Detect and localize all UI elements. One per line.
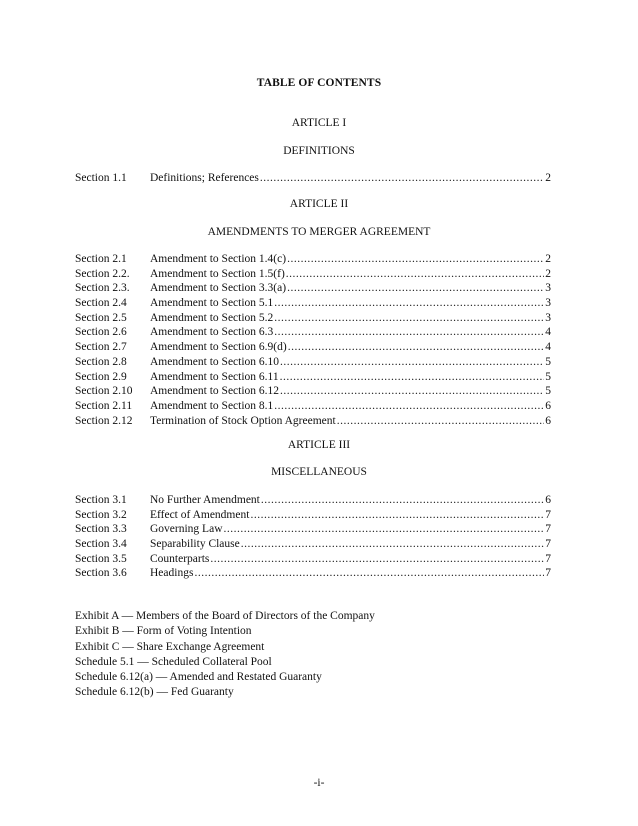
section-number: Section 2.5	[75, 311, 127, 324]
exhibits-list	[75, 609, 375, 701]
dot-leader	[260, 171, 544, 186]
section-title: Amendment to Section 6.9(d)	[150, 341, 287, 354]
page-number: 3	[545, 311, 551, 324]
section-number: Section 2.8	[75, 355, 127, 368]
toc-entry[interactable]	[75, 252, 551, 267]
section-title: Definitions; References	[150, 172, 259, 184]
toc-entry[interactable]	[75, 508, 551, 523]
exhibit-entry[interactable]: Exhibit B — Form of Voting Intention	[75, 625, 252, 638]
article-1-label: ARTICLE I	[291, 117, 347, 129]
toc-entry[interactable]	[75, 171, 551, 186]
article-1-sections	[75, 171, 551, 186]
schedule-entry[interactable]: Schedule 6.12(b) — Fed Guaranty	[75, 686, 234, 699]
section-title: Amendment to Section 6.10	[150, 355, 280, 368]
toc-entry[interactable]	[75, 325, 551, 340]
toc-entry[interactable]	[75, 296, 551, 311]
dot-leader	[274, 296, 544, 311]
dot-leader	[287, 281, 544, 296]
section-title: Amendment to Section 6.12	[150, 385, 280, 398]
section-number: Section 1.1	[75, 172, 127, 184]
article-2-label: ARTICLE II	[289, 198, 349, 210]
page-number: 5	[545, 385, 551, 398]
section-title: Amendment to Section 6.3	[150, 326, 274, 339]
section-number: Section 2.4	[75, 297, 127, 310]
section-title: Amendment to Section 3.3(a)	[150, 282, 287, 295]
page-number: 4	[545, 326, 551, 339]
section-number: Section 2.7	[75, 341, 127, 354]
dot-leader	[274, 399, 544, 414]
toc-entry[interactable]	[75, 267, 551, 282]
section-number: Section 2.6	[75, 326, 127, 339]
toc-entry[interactable]	[75, 566, 551, 581]
page-footer-number: -i-	[313, 777, 325, 789]
section-title: Termination of Stock Option Agreement	[150, 414, 336, 427]
page-number: 3	[545, 297, 551, 310]
dot-leader	[286, 267, 544, 282]
section-title: Governing Law	[150, 523, 223, 536]
toc-entry[interactable]	[75, 384, 551, 399]
section-title: Amendment to Section 8.1	[150, 399, 274, 412]
section-title: Separability Clause	[150, 538, 240, 551]
section-title: Amendment to Section 5.1	[150, 297, 274, 310]
page-number: 6	[545, 399, 551, 412]
section-number: Section 2.11	[75, 399, 133, 412]
section-title: Amendment to Section 1.5(f)	[150, 267, 285, 280]
toc-entry[interactable]	[75, 340, 551, 355]
dot-leader	[280, 370, 545, 385]
toc-entry[interactable]	[75, 522, 551, 537]
page-number: 3	[545, 282, 551, 295]
dot-leader	[194, 566, 544, 581]
section-title: Effect of Amendment	[150, 508, 250, 521]
schedule-entry[interactable]: Schedule 5.1 — Scheduled Collateral Pool	[75, 655, 272, 668]
section-number: Section 2.2.	[75, 267, 130, 280]
article-3-label: ARTICLE III	[287, 439, 351, 451]
toc-entry[interactable]	[75, 414, 551, 429]
section-title: No Further Amendment	[150, 494, 260, 506]
dot-leader	[280, 384, 544, 399]
section-number: Section 3.5	[75, 552, 127, 565]
section-number: Section 2.9	[75, 370, 127, 383]
toc-entry[interactable]	[75, 311, 551, 326]
page-number: 7	[545, 567, 551, 580]
toc-entry[interactable]	[75, 370, 551, 385]
page-number: 5	[545, 370, 551, 383]
dot-leader	[261, 493, 544, 508]
section-title: Amendment to Section 6.11	[150, 370, 279, 383]
page-number: 7	[545, 523, 551, 536]
page-number: 2	[545, 253, 551, 265]
section-title: Headings	[150, 567, 194, 580]
section-number: Section 3.6	[75, 567, 127, 580]
section-number: Section 3.3	[75, 523, 127, 536]
dot-leader	[274, 325, 544, 340]
page-title: TABLE OF CONTENTS	[256, 77, 382, 89]
article-3-sections	[75, 493, 551, 581]
article-3-heading: MISCELLANEOUS	[271, 466, 367, 478]
section-title: Amendment to Section 1.4(c)	[150, 253, 287, 265]
section-number: Section 3.4	[75, 538, 127, 551]
page-number: 2	[545, 172, 551, 184]
dot-leader	[224, 522, 545, 537]
page-number: 7	[545, 552, 551, 565]
toc-entry[interactable]	[75, 281, 551, 296]
section-title: Counterparts	[150, 552, 210, 565]
toc-entry[interactable]	[75, 355, 551, 370]
page-number: 5	[545, 355, 551, 368]
dot-leader	[280, 355, 544, 370]
page-number: 6	[545, 494, 551, 506]
section-number: Section 3.2	[75, 508, 127, 521]
dot-leader	[288, 340, 545, 355]
dot-leader	[241, 537, 545, 552]
article-2-heading: AMENDMENTS TO MERGER AGREEMENT	[207, 226, 431, 238]
section-number: Section 2.3.	[75, 282, 130, 295]
page-number: 7	[545, 508, 551, 521]
page-number: 7	[545, 538, 551, 551]
section-number: Section 3.1	[75, 494, 127, 506]
dot-leader	[337, 414, 545, 429]
exhibit-entry[interactable]: Exhibit C — Share Exchange Agreement	[75, 640, 265, 653]
section-number: Section 2.12	[75, 414, 133, 427]
article-1-heading: DEFINITIONS	[283, 145, 355, 157]
section-title: Amendment to Section 5.2	[150, 311, 274, 324]
dot-leader	[274, 311, 544, 326]
section-number: Section 2.1	[75, 253, 127, 265]
page-number: 4	[545, 341, 551, 354]
article-2-sections	[75, 252, 551, 428]
page-number: 2	[545, 267, 551, 280]
page-number: 6	[545, 414, 551, 427]
toc-entry[interactable]	[75, 552, 551, 567]
exhibit-entry[interactable]: Exhibit A — Members of the Board of Directors of the Company	[75, 610, 375, 622]
section-number: Section 2.10	[75, 385, 133, 398]
schedule-entry[interactable]: Schedule 6.12(a) — Amended and Restated Guaranty	[75, 671, 322, 684]
toc-entry[interactable]	[75, 399, 551, 414]
toc-entry[interactable]	[75, 493, 551, 508]
dot-leader	[210, 552, 544, 567]
toc-entry[interactable]	[75, 537, 551, 552]
dot-leader	[250, 508, 544, 523]
dot-leader	[287, 252, 544, 267]
